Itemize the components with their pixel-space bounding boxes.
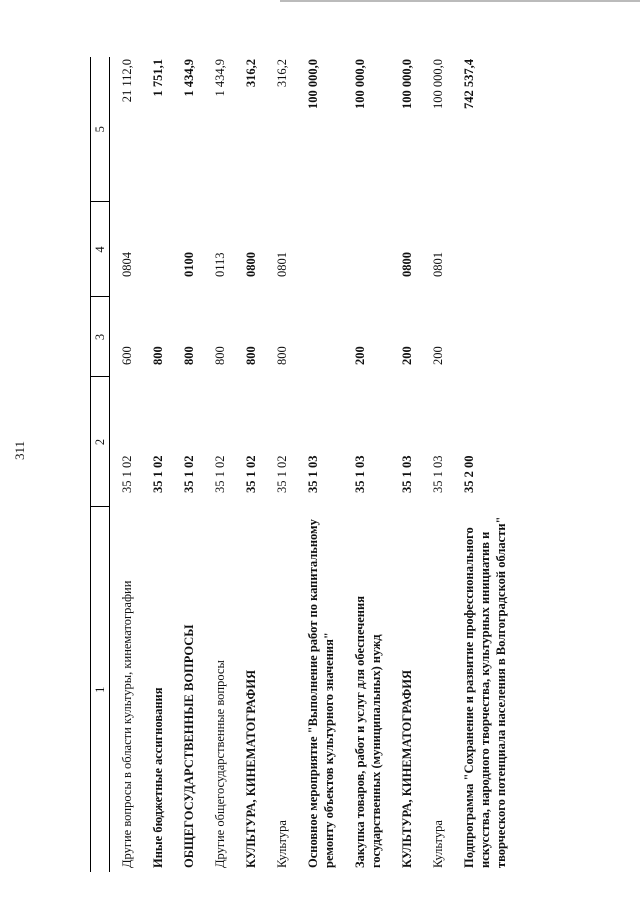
table-row [265, 57, 296, 872]
column-header-2: 2 [91, 377, 110, 507]
page-number: 311 [12, 440, 27, 460]
row-code-cell: 35 1 03 [431, 455, 445, 493]
table-row [296, 57, 343, 872]
row-name-cell: Культура [275, 820, 289, 868]
table-row [110, 57, 142, 872]
row-type-cell [296, 297, 343, 377]
row-name-cell: Подпрограмма "Сохранение и развитие профессионального искусства, народного творчества, культурных инициатив и творческого потенциала населения в Волгоградской области" [462, 516, 508, 868]
table-row [141, 57, 172, 872]
row-code-cell: 35 1 02 [151, 455, 165, 493]
row-name-cell: КУЛЬТУРА, КИНЕМАТОГРАФИЯ [244, 670, 258, 868]
row-amount-cell: 100 000,0 [353, 59, 367, 109]
row-type-cell: 800 [213, 346, 227, 365]
row-code-cell: 35 1 02 [275, 455, 289, 493]
row-name-cell: Другие общегосударственные вопросы [213, 660, 227, 868]
row-amount-cell: 100 000,0 [431, 59, 445, 109]
row-code-cell: 35 1 03 [306, 455, 320, 493]
row-type-cell: 200 [431, 346, 445, 365]
table-row [452, 57, 515, 872]
column-header-1: 1 [91, 507, 110, 872]
table-header-row [91, 57, 110, 872]
row-amount-cell: 742 537,4 [462, 59, 476, 109]
row-type-cell: 800 [275, 346, 289, 365]
row-type-cell: 200 [400, 346, 414, 365]
row-section-cell [452, 202, 515, 297]
column-header-5: 5 [91, 57, 110, 202]
row-code-cell: 35 1 02 [244, 455, 258, 493]
scan-edge-line [280, 0, 640, 2]
row-name-cell: Культура [431, 820, 445, 868]
row-type-cell: 200 [353, 346, 367, 365]
row-name-cell: Иные бюджетные ассигнования [151, 687, 165, 868]
row-code-cell: 35 1 03 [400, 455, 414, 493]
row-amount-cell: 1 751,1 [151, 59, 165, 97]
row-amount-cell: 1 434,9 [182, 59, 196, 97]
row-name-cell: ОБЩЕГОСУДАРСТВЕННЫЕ ВОПРОСЫ [182, 624, 196, 868]
row-name-cell: Основное мероприятие "Выполнение работ по капитальному ремонту объектов культурного значения" [306, 519, 336, 868]
row-code-cell: 35 1 03 [353, 455, 367, 493]
row-name-cell: Другие вопросы в области культуры, кинематографии [120, 580, 134, 868]
row-section-cell: 0100 [182, 252, 196, 277]
row-amount-cell: 100 000,0 [400, 59, 414, 109]
row-section-cell [141, 202, 172, 297]
table-row [421, 57, 452, 872]
row-code-cell: 35 1 02 [213, 455, 227, 493]
budget-table-rotated [90, 57, 590, 872]
row-section-cell [296, 202, 343, 297]
row-amount-cell: 100 000,0 [306, 59, 320, 109]
row-type-cell: 800 [244, 346, 258, 365]
row-section-cell: 0804 [120, 252, 134, 277]
row-code-cell: 35 2 00 [462, 455, 476, 493]
row-amount-cell: 1 434,9 [213, 59, 227, 97]
column-header-3: 3 [91, 297, 110, 377]
budget-table [90, 57, 515, 872]
row-code-cell: 35 1 02 [182, 455, 196, 493]
table-row [234, 57, 265, 872]
row-amount-cell: 316,2 [244, 59, 258, 88]
table-body [110, 57, 516, 872]
row-type-cell [452, 297, 515, 377]
row-name-cell: Закупка товаров, работ и услуг для обеспечения государственных (муниципальных) нужд [353, 596, 383, 868]
row-section-cell: 0801 [275, 252, 289, 277]
table-row [172, 57, 203, 872]
table-row [390, 57, 421, 872]
row-section-cell: 0801 [431, 252, 445, 277]
row-code-cell: 35 1 02 [120, 455, 134, 493]
row-section-cell: 0800 [400, 252, 414, 277]
row-section-cell: 0113 [213, 252, 227, 277]
row-type-cell: 600 [120, 346, 134, 365]
column-header-4: 4 [91, 202, 110, 297]
row-amount-cell: 316,2 [275, 59, 289, 88]
row-name-cell: КУЛЬТУРА, КИНЕМАТОГРАФИЯ [400, 670, 414, 868]
table-row [343, 57, 390, 872]
row-amount-cell: 21 112,0 [120, 59, 134, 103]
row-type-cell: 800 [151, 346, 165, 365]
table-row [203, 57, 234, 872]
row-section-cell: 0800 [244, 252, 258, 277]
row-section-cell [343, 202, 390, 297]
row-type-cell: 800 [182, 346, 196, 365]
